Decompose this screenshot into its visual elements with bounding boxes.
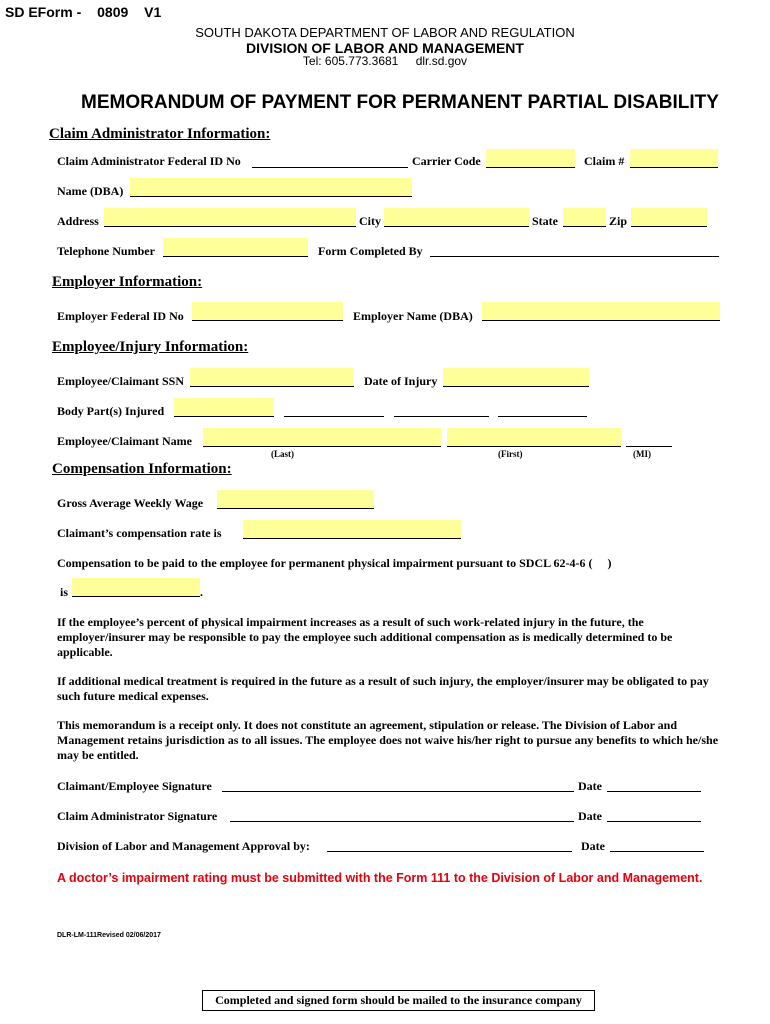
claim-number-field[interactable] bbox=[630, 149, 718, 168]
form-number: 0809 bbox=[97, 4, 129, 20]
admin-signature-field[interactable] bbox=[230, 803, 574, 822]
address-label: Address bbox=[57, 214, 99, 228]
mi-caption: (MI) bbox=[633, 449, 651, 459]
contact-line bbox=[0, 54, 770, 68]
zip-label: Zip bbox=[609, 214, 628, 228]
impairment-amount-field[interactable] bbox=[72, 578, 200, 597]
division-date-label: Date bbox=[581, 839, 605, 853]
telephone-field[interactable] bbox=[163, 238, 308, 257]
form-id bbox=[5, 4, 161, 20]
ssn-field[interactable] bbox=[190, 368, 354, 387]
employer-name-label: Employer Name (DBA) bbox=[353, 309, 473, 323]
claim-admin-federal-id-label: Claim Administrator Federal ID No bbox=[57, 154, 241, 168]
state-label: State bbox=[532, 214, 558, 228]
employer-name-field[interactable] bbox=[482, 302, 720, 321]
section-claim-admin: Claim Administrator Information: bbox=[49, 126, 271, 142]
is-label: is bbox=[60, 585, 69, 599]
date-of-injury-label: Date of Injury bbox=[364, 374, 438, 388]
period-mark: . bbox=[200, 585, 203, 599]
last-name-caption: (Last) bbox=[271, 449, 294, 459]
paragraph-receipt: This memorandum is a receipt only. It does not constitute an agreement, stipulation or release. The Division of Labor and Management retains jurisdiction as to all issues. The employee does not waive his/her right to pursue any benefits to which he/she may be entitled. bbox=[57, 718, 719, 762]
claimant-signature-field[interactable] bbox=[222, 773, 574, 792]
employer-federal-id-field[interactable] bbox=[192, 302, 343, 321]
division-name: DIVISION OF LABOR AND MANAGEMENT bbox=[246, 40, 524, 56]
paragraph-medical-treatment: If additional medical treatment is required in the future as a result of such injury, the employer/insurer may be obligated to pay such future medical expenses. bbox=[57, 674, 709, 703]
form-completed-by-field[interactable] bbox=[430, 238, 719, 257]
claim-admin-name-label: Name (DBA) bbox=[57, 184, 124, 198]
city-label: City bbox=[359, 214, 381, 228]
telephone: Tel: 605.773.3681 bbox=[302, 54, 399, 68]
zip-field[interactable] bbox=[631, 208, 707, 227]
claim-admin-name-field[interactable] bbox=[130, 178, 412, 197]
claim-admin-federal-id-field[interactable] bbox=[252, 149, 408, 168]
carrier-code-label: Carrier Code bbox=[412, 154, 481, 168]
admin-date-field[interactable] bbox=[607, 803, 701, 822]
claimant-mi-field[interactable] bbox=[626, 428, 672, 447]
website: dlr.sd.gov bbox=[415, 54, 468, 68]
admin-date-label: Date bbox=[578, 809, 602, 823]
admin-signature-label: Claim Administrator Signature bbox=[57, 809, 218, 823]
claimant-date-label: Date bbox=[578, 779, 602, 793]
claimant-last-name-field[interactable] bbox=[203, 428, 441, 447]
carrier-code-field[interactable] bbox=[486, 149, 575, 168]
body-part-field-1[interactable] bbox=[174, 398, 274, 417]
body-part-field-2[interactable] bbox=[284, 398, 384, 417]
claimant-signature-label: Claimant/Employee Signature bbox=[57, 779, 212, 793]
section-compensation: Compensation Information: bbox=[52, 461, 232, 477]
gross-wage-field[interactable] bbox=[217, 490, 374, 509]
section-employee: Employee/Injury Information: bbox=[52, 339, 249, 355]
telephone-label: Telephone Number bbox=[57, 244, 155, 258]
state-field[interactable] bbox=[563, 208, 606, 227]
doctor-rating-notice: A doctor’s impairment rating must be submitted with the Form 111 to the Division of Labor and Management. bbox=[57, 871, 703, 885]
claimant-date-field[interactable] bbox=[607, 773, 701, 792]
division-approval-field[interactable] bbox=[327, 833, 572, 852]
division-approval-label: Division of Labor and Management Approval by: bbox=[57, 839, 310, 853]
body-parts-label: Body Part(s) Injured bbox=[57, 404, 165, 418]
address-field[interactable] bbox=[104, 208, 356, 227]
gross-wage-label: Gross Average Weekly Wage bbox=[57, 496, 204, 510]
division-date-field[interactable] bbox=[610, 833, 704, 852]
body-part-field-3[interactable] bbox=[394, 398, 489, 417]
form-version: V1 bbox=[144, 4, 162, 20]
claimant-first-name-field[interactable] bbox=[447, 428, 621, 447]
body-part-field-4[interactable] bbox=[498, 398, 587, 417]
section-employer: Employer Information: bbox=[52, 274, 203, 290]
impairment-statement: Compensation to be paid to the employee for permanent physical impairment pursuant to SDCL 62-4-6 ( ) bbox=[57, 556, 612, 570]
first-name-caption: (First) bbox=[498, 449, 523, 459]
form-id-label: SD EForm - bbox=[5, 4, 82, 20]
mailing-instructions-box: Completed and signed form should be mailed to the insurance company bbox=[202, 990, 595, 1011]
paragraph-impairment-increase: If the employee’s percent of physical impairment increases as a result of such work-related injury in the future, the employer/insurer may be responsible to pay the employee such additional compensation as is medically determined to be applicable. bbox=[57, 615, 673, 659]
page-title: MEMORANDUM OF PAYMENT FOR PERMANENT PARTIAL DISABILITY bbox=[81, 92, 719, 113]
city-field[interactable] bbox=[384, 208, 529, 227]
form-revision-code: DLR-LM-111Revised 02/06/2017 bbox=[57, 932, 161, 939]
claim-number-label: Claim # bbox=[584, 154, 625, 168]
ssn-label: Employee/Claimant SSN bbox=[57, 374, 185, 388]
date-of-injury-field[interactable] bbox=[443, 368, 589, 387]
department-name: SOUTH DAKOTA DEPARTMENT OF LABOR AND REGULATION bbox=[195, 25, 575, 40]
compensation-rate-field[interactable] bbox=[243, 520, 461, 539]
compensation-rate-label: Claimant’s compensation rate is bbox=[57, 526, 222, 540]
form-completed-by-label: Form Completed By bbox=[318, 244, 423, 258]
claimant-name-label: Employee/Claimant Name bbox=[57, 434, 192, 448]
employer-federal-id-label: Employer Federal ID No bbox=[57, 309, 184, 323]
